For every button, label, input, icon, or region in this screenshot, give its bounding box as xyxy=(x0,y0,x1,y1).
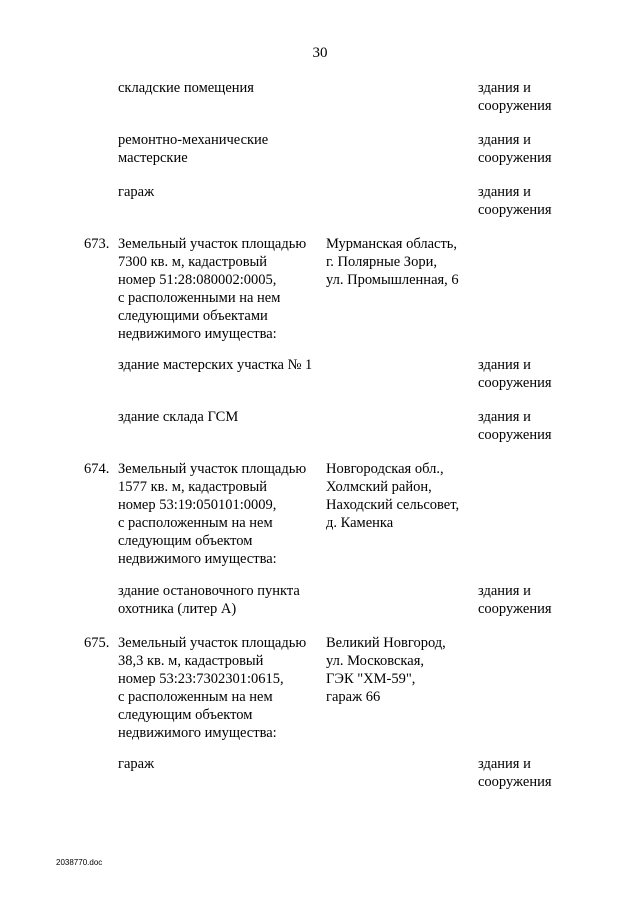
item-address: Мурманская область, г. Полярные Зори, ул. Промышленная, 6 xyxy=(326,236,459,288)
item-description: складские помещения xyxy=(118,80,254,96)
item-address: Великий Новгород, ул. Московская, ГЭК "ХМ-59", гараж 66 xyxy=(326,635,446,705)
item-description: Земельный участок площадью 38,3 кв. м, кадастровый номер 53:23:7302301:0615, с расположенным на нем следующим объектом недвижимого имущества: xyxy=(118,635,307,741)
item-description: Земельный участок площадью 1577 кв. м, кадастровый номер 53:19:050101:0009, с расположенным на нем следующим объектом недвижимого имущества: xyxy=(118,461,307,567)
item-address: Новгородская обл., Холмский район, Находский сельсовет, д. Каменка xyxy=(326,461,460,531)
item-category: здания и сооружения xyxy=(478,409,552,443)
page-number: 30 xyxy=(312,45,328,61)
item-category: здания и сооружения xyxy=(478,184,552,218)
item-number: 674. xyxy=(84,461,110,477)
item-description: здание остановочного пункта охотника (литер А) xyxy=(118,583,300,617)
item-description: Земельный участок площадью 7300 кв. м, кадастровый номер 51:28:080002:0005, с расположенными на нем следующими объектами недвижимого имущества: xyxy=(118,236,307,342)
item-category: здания и сооружения xyxy=(478,583,552,617)
item-description: гараж xyxy=(118,184,155,200)
item-number: 673. xyxy=(84,236,110,252)
item-category: здания и сооружения xyxy=(478,80,552,114)
footer-filename: 2038770.doc xyxy=(56,858,103,867)
item-number: 675. xyxy=(84,635,110,651)
item-description: гараж xyxy=(118,756,155,772)
item-category: здания и сооружения xyxy=(478,357,552,391)
item-description: здание склада ГСМ xyxy=(118,409,239,425)
item-category: здания и сооружения xyxy=(478,756,552,790)
item-description: здание мастерских участка № 1 xyxy=(118,357,313,373)
item-description: ремонтно-механические мастерские xyxy=(118,132,269,166)
item-category: здания и сооружения xyxy=(478,132,552,166)
